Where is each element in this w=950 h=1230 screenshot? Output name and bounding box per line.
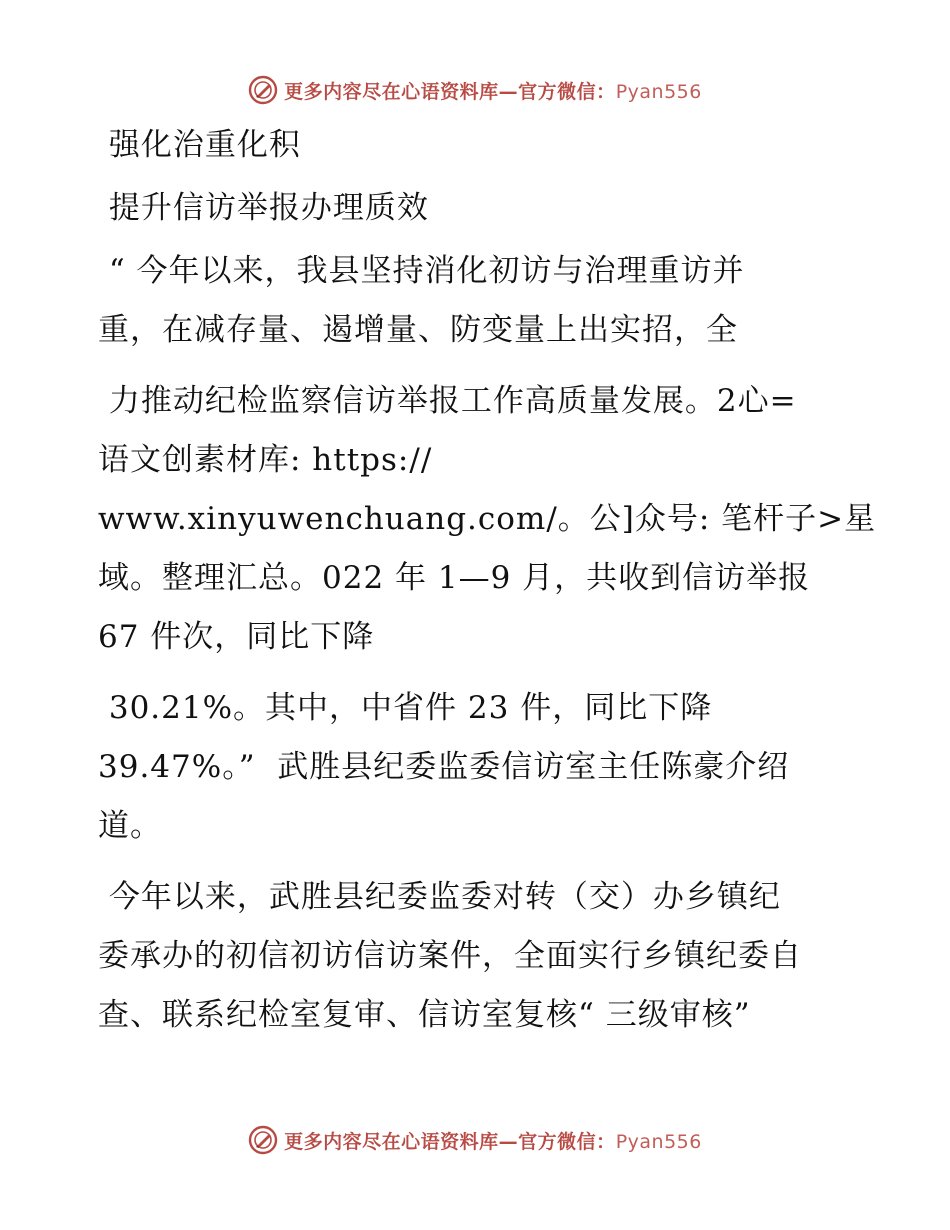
text-line: 语文创素材库: https:// — [98, 442, 433, 478]
text-line: 道。 — [98, 808, 162, 844]
text-line: 强化治重化积 — [98, 127, 301, 163]
text-line: 提升信访举报办理质效 — [98, 190, 429, 226]
writing-brush-logo-icon — [248, 1125, 278, 1155]
banner-separator: — — [498, 1130, 519, 1153]
writing-brush-logo-icon — [248, 75, 278, 105]
banner-wechat-label: 官方微信： — [518, 80, 616, 103]
text-line: 域。整理汇总。022 年 1—9 月，共收到信访举报 — [98, 560, 811, 596]
banner-text — [284, 77, 702, 104]
text-line: 重，在减存量、遏增量、防变量上出实招，全 — [98, 312, 738, 348]
banner-wechat-id: Pyan556 — [615, 1130, 702, 1153]
document-body — [98, 116, 877, 1033]
banner-brand: 更多内容尽在心语资料库 — [284, 1130, 499, 1153]
header-watermark-banner — [0, 70, 950, 110]
text-line: www.xinyuwenchuang.com/。公]众号: 笔杆子>星 — [98, 501, 877, 537]
text-line: 力推动纪检监察信访举报工作高质量发展。2心= — [98, 383, 797, 419]
banner-wechat-id: Pyan556 — [615, 80, 702, 103]
text-line: 查、联系纪检室复审、信访室复核“ 三级审核” — [98, 997, 751, 1033]
text-line: 39.47%。” 武胜县纪委监委信访室主任陈豪介绍 — [98, 749, 790, 785]
text-line: 委承办的初信初访信访案件，全面实行乡镇纪委自 — [98, 938, 802, 974]
text-line: “ 今年以来，我县坚持消化初访与治理重访并 — [98, 253, 745, 289]
banner-text — [284, 1127, 702, 1154]
text-line: 67 件次，同比下降 — [98, 619, 375, 655]
banner-brand: 更多内容尽在心语资料库 — [284, 80, 499, 103]
banner-wechat-label: 官方微信： — [518, 1130, 616, 1153]
banner-separator: — — [498, 80, 519, 103]
footer-watermark-banner — [0, 1120, 950, 1160]
text-line: 今年以来，武胜县纪委监委对转（交）办乡镇纪 — [98, 879, 781, 915]
text-line: 30.21%。其中，中省件 23 件，同比下降 — [98, 690, 713, 726]
